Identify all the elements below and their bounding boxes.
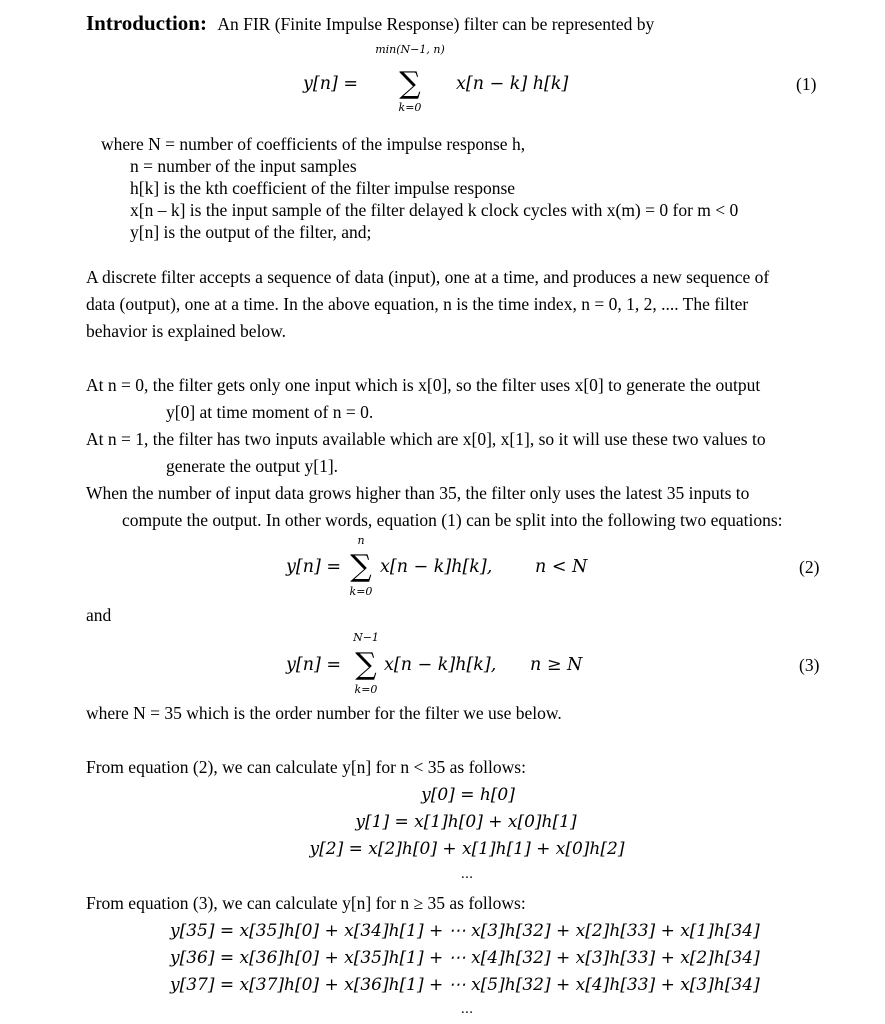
eq1-number: (1) [796,74,817,94]
eq3-condition: n ≥ N [530,655,583,675]
calc2-line-2: y[1] = x[1]h[0] + x[0]h[1] [355,812,577,832]
eq2-condition: n < N [535,557,588,577]
def-line-2: n = number of the input samples [130,156,357,176]
calc2-line-3: y[2] = x[2]h[0] + x[1]h[1] + x[0]h[2] [309,839,625,859]
eq2-lhs: y[n] = [286,557,342,577]
calc3-line-1: y[35] = x[35]h[0] + x[34]h[1] + ⋯ x[3]h[32] + x[2]h[33] + x[1]h[34] [170,921,760,941]
calc2-ellipsis: ... [460,867,474,882]
para1-line-1: A discrete filter accepts a sequence of data (input), one at a time, and produces a new sequence of [86,267,770,287]
para1-line-3: behavior is explained below. [86,321,287,341]
at0-line-1: At n = 0, the filter gets only one input which is x[0], so the filter uses x[0] to generate the output [86,375,761,395]
calc3-line-3: y[37] = x[37]h[0] + x[36]h[1] + ⋯ x[5]h[32] + x[4]h[33] + x[3]h[34] [170,975,760,995]
eq2-upper-limit: n [357,534,365,547]
eq1-lhs: y[n] = [303,74,359,94]
eq3-number: (3) [799,655,820,675]
from-eq2-line: From equation (2), we can calculate y[n] for n < 35 as follows: [86,757,526,777]
eq2-sigma: ∑ [350,549,372,584]
eq3-sigma: ∑ [355,647,377,682]
eq2-number: (2) [799,557,820,577]
eq3-rhs: x[n − k]h[k], [384,655,497,675]
para1-line-2: data (output), one at a time. In the above equation, n is the time index, n = 0, 1, 2, .... The filter [86,294,749,314]
eq1-lower-limit: k=0 [398,101,422,114]
at1-line-2: generate the output y[1]. [166,456,339,476]
eq2-lower-limit: k=0 [349,585,373,598]
def-line-3: h[k] is the kth coefficient of the filter impulse response [130,178,516,198]
at1-line-1: At n = 1, the filter has two inputs available which are x[0], x[1], so it will use these two values to [86,429,766,449]
eq3-upper-limit: N−1 [353,631,379,644]
where-n-line: where N = 35 which is the order number for the filter we use below. [86,703,562,723]
eq3-lhs: y[n] = [286,655,342,675]
intro-line [86,12,654,35]
eq1-sigma: ∑ [399,66,421,101]
and-word: and [86,605,112,625]
def-line-1: where N = number of coefficients of the impulse response h, [101,134,526,154]
eq1-rhs: x[n − k] h[k] [456,74,569,94]
when-line-2: compute the output. In other words, equation (1) can be split into the following two equations: [122,510,783,530]
eq2-rhs: x[n − k]h[k], [380,557,493,577]
from-eq3-line: From equation (3), we can calculate y[n] for n ≥ 35 as follows: [86,893,526,913]
at0-line-2: y[0] at time moment of n = 0. [166,402,374,422]
calc3-line-2: y[36] = x[36]h[0] + x[35]h[1] + ⋯ x[4]h[32] + x[3]h[33] + x[2]h[34] [170,948,760,968]
def-line-4: x[n – k] is the input sample of the filter delayed k clock cycles with x(m) = 0 for m < 0 [130,200,739,220]
def-line-5: y[n] is the output of the filter, and; [130,222,372,242]
eq3-lower-limit: k=0 [354,683,378,696]
intro-title: Introduction: [86,11,207,35]
calc2-line-1: y[0] = h[0] [421,785,515,805]
intro-text: An FIR (Finite Impulse Response) filter can be represented by [217,14,655,34]
when-line-1: When the number of input data grows higher than 35, the filter only uses the latest 35 inputs to [86,483,750,503]
eq1-upper-limit: min(N−1, n) [375,43,445,56]
calc3-ellipsis: ... [460,1002,474,1017]
